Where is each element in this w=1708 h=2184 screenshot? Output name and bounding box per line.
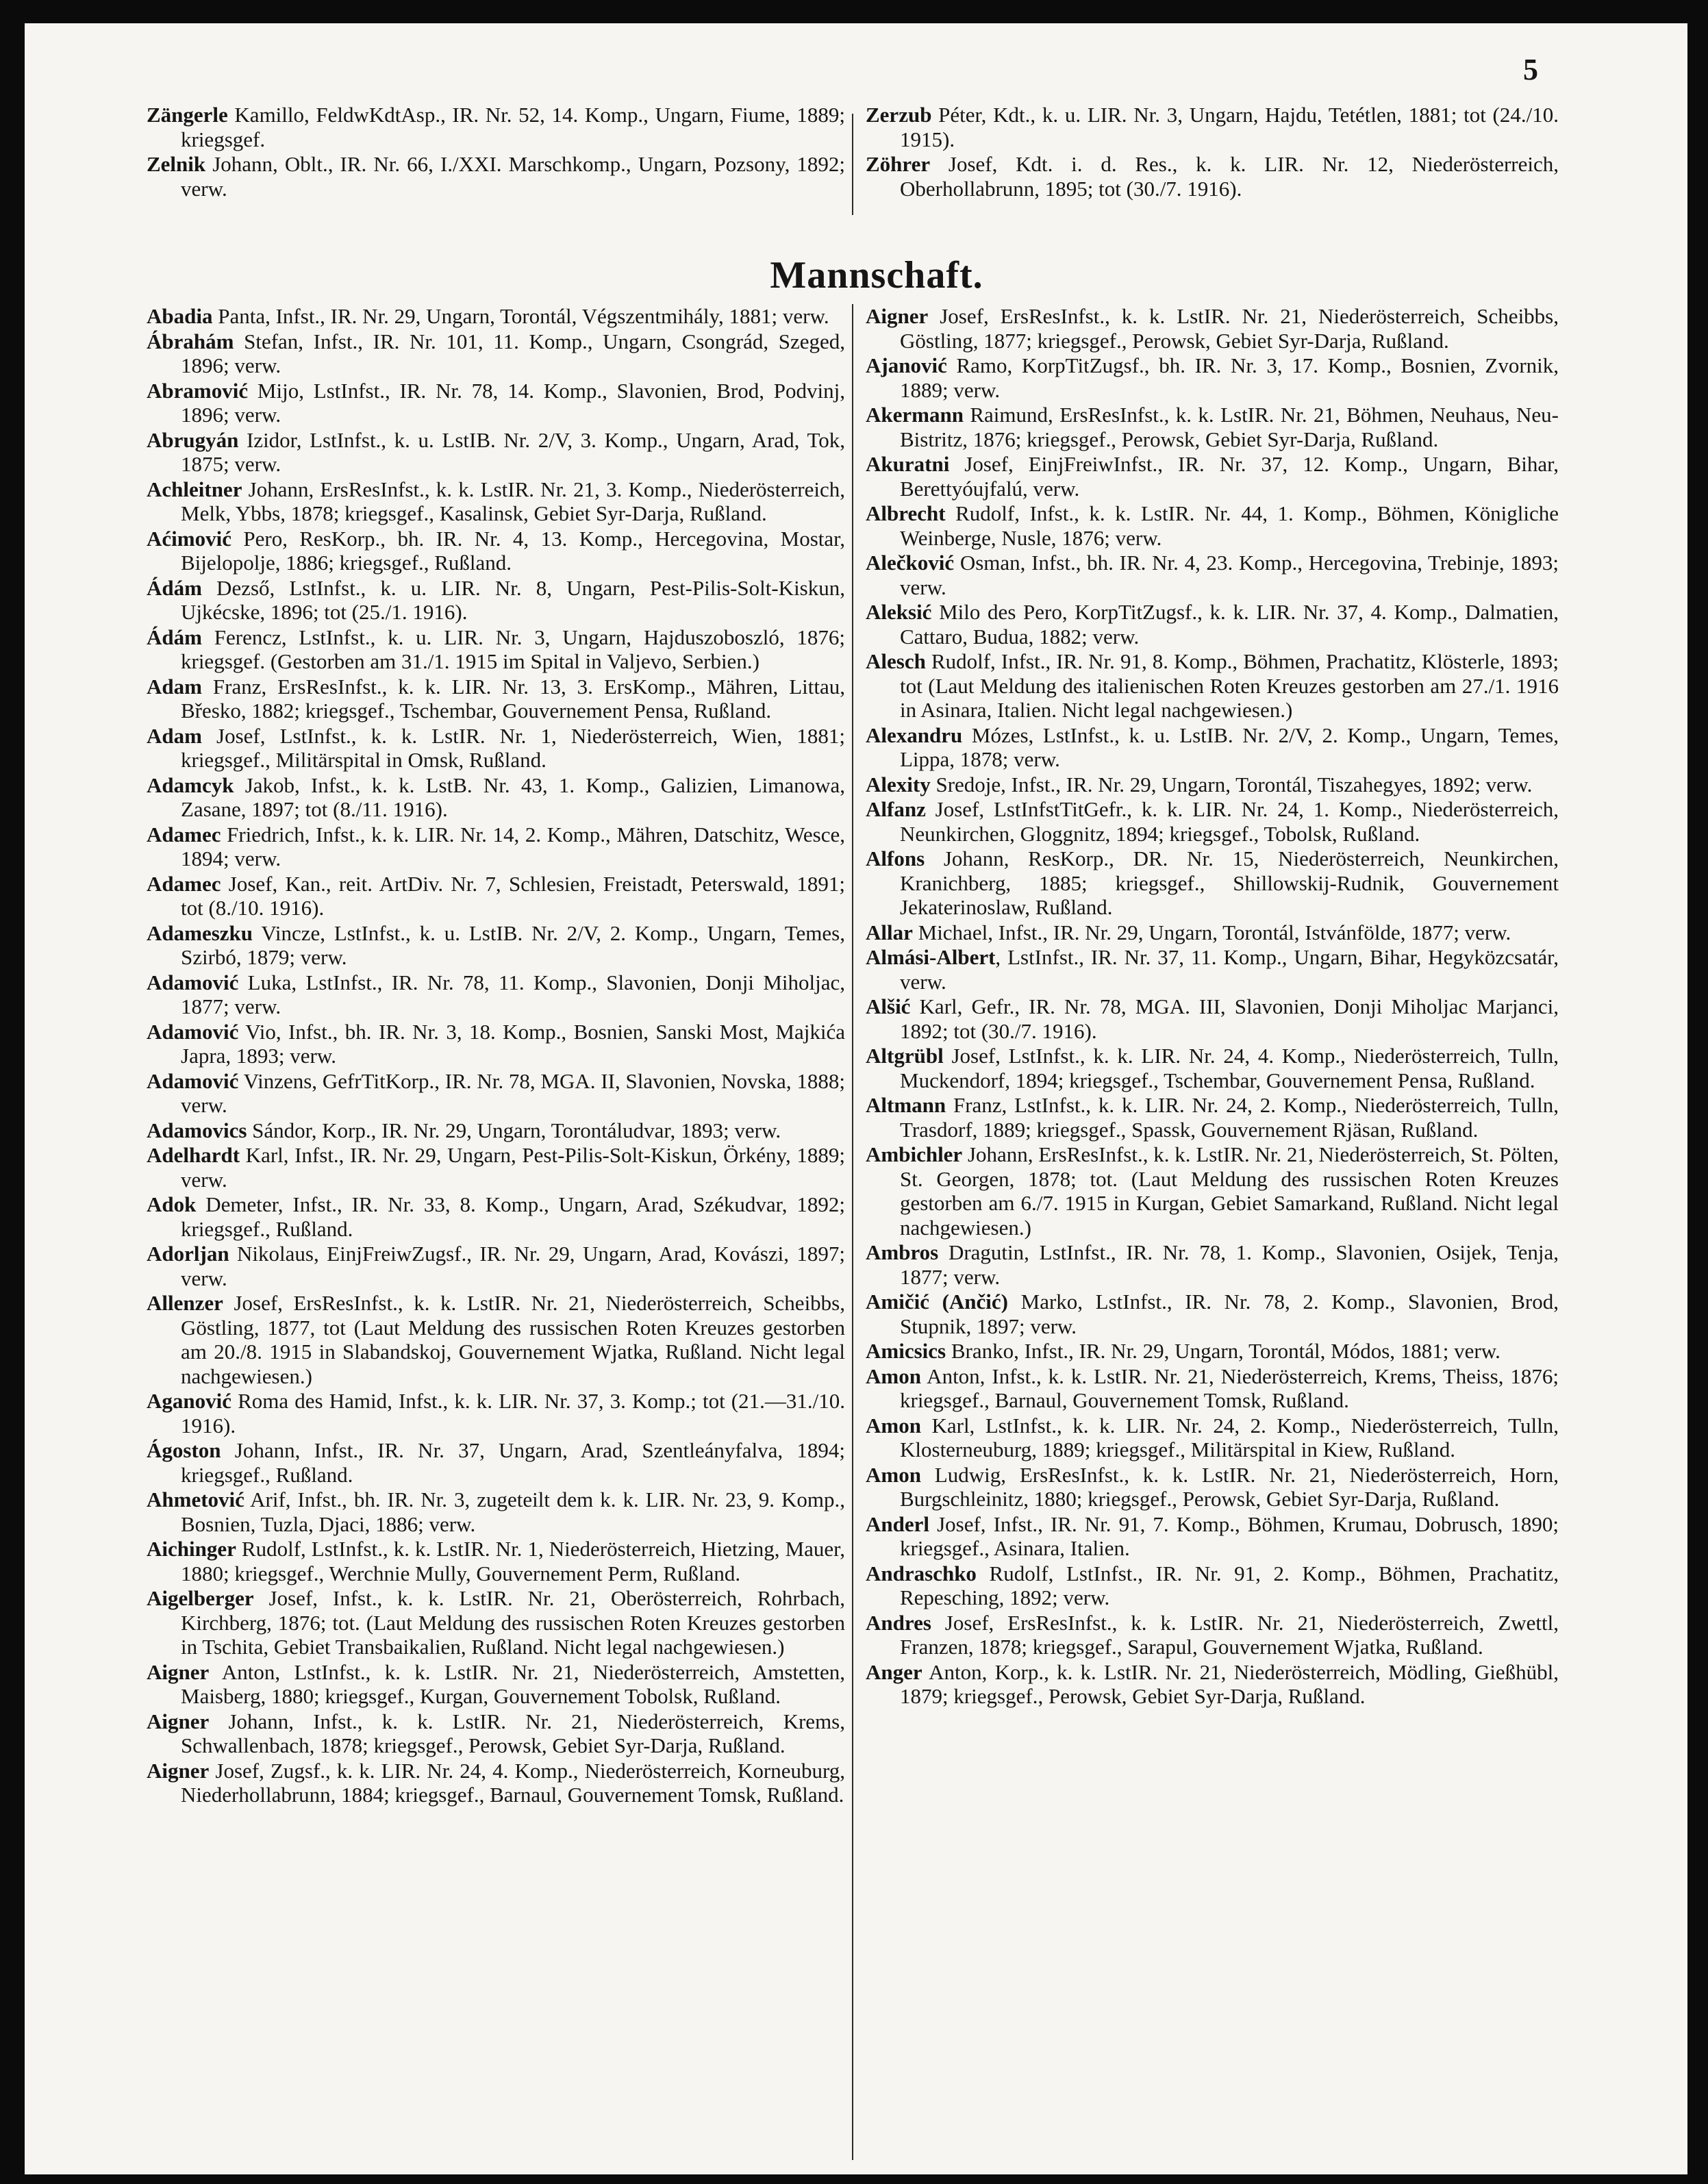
entry-details: Mijo, LstInfst., IR. Nr. 78, 14. Komp., Slavonien, Brod, Podvinj, 1896; verw. [181, 378, 845, 427]
entry-details: Rudolf, Infst., k. k. LstIR. Nr. 44, 1. Komp., Böhmen, Königliche Weinberge, Nusle, 1876; verw. [900, 501, 1559, 550]
entry-surname: Alšić [866, 994, 911, 1018]
entry-details: Friedrich, Infst., k. k. LIR. Nr. 14, 2. Komp., Mähren, Datschitz, Wesce, 1894; verw. [181, 822, 845, 870]
entry-details: Josef, LstInfst., k. k. LstIR. Nr. 1, Niederösterreich, Wien, 1881; kriegsgef., Militärspital in Omsk, Rußland. [181, 723, 845, 772]
entry-details: Rudolf, LstInfst., IR. Nr. 91, 2. Komp., Böhmen, Prachatitz, Repesching, 1892; verw. [900, 1561, 1559, 1609]
entry-surname: Adamcyk [147, 773, 234, 797]
roster-entry [866, 1512, 1559, 1561]
top-left-column [147, 103, 845, 201]
roster-entry [866, 1093, 1559, 1142]
entry-details: Ludwig, ErsResInfst., k. k. LstIR. Nr. 21, Niederösterreich, Horn, Burgschleinitz, 1880; kriegsgef., Perowsk, Gebiet Syr-Darja, Rußland. [900, 1462, 1559, 1511]
entry-surname: Amičić (Ančić) [866, 1290, 1008, 1314]
roster-entry [147, 576, 845, 625]
entry-details: Vio, Infst., bh. IR. Nr. 3, 18. Komp., Bosnien, Sanski Most, Majkića Japra, 1893; verw. [181, 1019, 845, 1068]
roster-entry [866, 452, 1559, 501]
roster-entry [866, 1561, 1559, 1610]
roster-entry [866, 1339, 1559, 1364]
entry-details: Josef, ErsResInfst., k. k. LstIR. Nr. 21, Niederösterreich, Scheibbs, Göstling, 1877; kriegsgef., Perowsk, Gebiet Syr-Darja, Rußland. [900, 304, 1559, 353]
entry-details: Johann, ErsResInfst., k. k. LstIR. Nr. 21, 3. Komp., Niederösterreich, Melk, Ybbs, 1878; kriegsgef., Kasalinsk, Gebiet Syr-Darja, Rußland. [181, 477, 845, 525]
entry-surname: Adamović [147, 1068, 239, 1093]
entry-details: Karl, Gefr., IR. Nr. 78, MGA. III, Slavonien, Donji Miholjac Marjanci, 1892; tot (30./7. 1916). [900, 994, 1559, 1043]
entry-surname: Allenzer [147, 1291, 223, 1315]
entry-surname: Adameszku [147, 920, 253, 945]
roster-entry [866, 773, 1559, 797]
entry-details: Dragutin, LstInfst., IR. Nr. 78, 1. Komp., Slavonien, Osijek, Tenja, 1877; verw. [900, 1240, 1559, 1289]
entry-surname: Aigner [147, 1659, 210, 1684]
entry-details: Rudolf, Infst., IR. Nr. 91, 8. Komp., Böhmen, Prachatitz, Klösterle, 1893; tot (Laut Meldung des italienischen Roten Kreuzes gestorben am 27./1. 1916 in Asinara, Italien. Nicht legal nachgewiesen.) [900, 649, 1559, 722]
entry-details: Josef, Zugsf., k. k. LIR. Nr. 24, 4. Komp., Niederösterreich, Korneuburg, Niederhollabrunn, 1884; kriegsgef., Barnaul, Gouvernement Tomsk, Rußland. [181, 1758, 845, 1807]
entry-surname: Abadia [147, 304, 213, 328]
entry-surname: Albrecht [866, 501, 946, 525]
entry-surname: Abramović [147, 378, 249, 403]
entry-surname: Aleksić [866, 600, 932, 624]
entry-surname: Almási-Albert [866, 945, 996, 969]
roster-entry [147, 1586, 845, 1659]
entry-surname: Ahmetović [147, 1488, 244, 1511]
roster-entry [147, 1192, 845, 1241]
roster-entry [147, 1143, 845, 1192]
roster-entry [866, 1414, 1559, 1462]
roster-entry [866, 551, 1559, 599]
roster-entry [147, 773, 845, 822]
entry-surname: Anger [866, 1659, 922, 1684]
roster-entry [147, 152, 845, 201]
entry-surname: Allar [866, 920, 913, 944]
entry-surname: Adok [147, 1192, 197, 1216]
roster-entry [866, 103, 1559, 151]
entry-details: Nikolaus, EinjFreiwZugsf., IR. Nr. 29, Ungarn, Arad, Kovászi, 1897; verw. [181, 1242, 845, 1290]
entry-surname: Adam [147, 723, 202, 748]
entry-surname: Ágoston [147, 1438, 221, 1462]
roster-entry [866, 1660, 1559, 1709]
entry-surname: Andraschko [866, 1561, 977, 1585]
entry-surname: Adamović [147, 1019, 239, 1044]
roster-entry [147, 970, 845, 1019]
entry-details: , LstInfst., IR. Nr. 37, 11. Komp., Ungarn, Bihar, Hegyközcsatár, verw. [900, 945, 1559, 994]
entry-surname: Amon [866, 1413, 921, 1438]
roster-entry [147, 872, 845, 920]
entry-surname: Alesch [866, 649, 926, 673]
entry-details: Panta, Infst., IR. Nr. 29, Ungarn, Torontál, Végszentmihály, 1881; verw. [212, 304, 829, 328]
roster-entry [147, 1069, 845, 1118]
entry-surname: Adorljan [147, 1242, 229, 1266]
entry-surname: Aichinger [147, 1537, 236, 1561]
entry-details: Josef, ErsResInfst., k. k. LstIR. Nr. 21, Niederösterreich, Scheibbs, Göstling, 1877, tot (Laut Meldung des russischen Roten Kreuzes gestorben am 20./8. 1915 in Slabandskoj, Gouvernement Wjatka, Rußland. Nicht legal nachgewiesen.) [181, 1291, 845, 1388]
entry-surname: Ádám [147, 575, 202, 600]
roster-entry [147, 527, 845, 575]
entry-surname: Anderl [866, 1511, 929, 1536]
scan-border-top [0, 0, 1708, 23]
entry-details: Stefan, Infst., IR. Nr. 101, 11. Komp., Ungarn, Csongrád, Szeged, 1896; verw. [181, 329, 845, 377]
entry-details: Dezső, LstInfst., k. u. LIR. Nr. 8, Ungarn, Pest-Pilis-Solt-Kiskun, Ujkécske, 1896; tot (25./1. 1916). [181, 575, 845, 624]
entry-surname: Aćimović [147, 526, 231, 551]
roster-entry [866, 152, 1559, 201]
roster-entry [866, 649, 1559, 723]
entry-surname: Zelnik [147, 152, 206, 176]
scan-border-bottom [0, 2174, 1708, 2184]
roster-entry [866, 1611, 1559, 1659]
entry-details: Karl, Infst., IR. Nr. 29, Ungarn, Pest-Pilis-Solt-Kiskun, Örkény, 1889; verw. [181, 1143, 845, 1192]
entry-details: Osman, Infst., bh. IR. Nr. 4, 23. Komp., Hercegovina, Trebinje, 1893; verw. [900, 551, 1559, 599]
roster-entry [866, 846, 1559, 920]
entry-details: Josef, ErsResInfst., k. k. LstIR. Nr. 21, Niederösterreich, Zwettl, Franzen, 1878; kriegsgef., Sarapul, Gouvernement Wjatka, Rußland. [900, 1610, 1559, 1659]
roster-entry [147, 1242, 845, 1290]
entry-surname: Ajanović [866, 353, 947, 377]
roster-entry [147, 675, 845, 723]
entry-surname: Aigner [866, 304, 929, 328]
entry-details: Josef, Infst., IR. Nr. 91, 7. Komp., Böhmen, Krumau, Dobrusch, 1890; kriegsgef., Asinara, Italien. [900, 1511, 1559, 1560]
roster-entry [866, 920, 1559, 945]
entry-surname: Amon [866, 1364, 921, 1388]
entry-surname: Akuratni [866, 452, 950, 476]
entry-details: Josef, Kan., reit. ArtDiv. Nr. 7, Schlesien, Freistadt, Peterswald, 1891; tot (8./10. 1916). [181, 871, 845, 920]
main-right-column [866, 304, 1559, 1709]
entry-details: Michael, Infst., IR. Nr. 29, Ungarn, Torontál, Istvánfölde, 1877; verw. [912, 920, 1511, 944]
entry-details: Johann, Oblt., IR. Nr. 66, I./XXI. Marschkomp., Ungarn, Pozsony, 1892; verw. [181, 152, 845, 201]
entry-details: Josef, Kdt. i. d. Res., k. k. LIR. Nr. 12, Niederösterreich, Oberhollabrunn, 1895; tot (30./7. 1916). [900, 152, 1559, 201]
roster-entry [147, 724, 845, 773]
roster-entry [147, 428, 845, 477]
entry-surname: Altmann [866, 1093, 946, 1117]
entry-surname: Zängerle [147, 103, 228, 127]
section-heading: Mannschaft. [770, 254, 983, 297]
entry-surname: Zöhrer [866, 152, 931, 176]
entry-surname: Ábrahám [147, 329, 234, 353]
roster-entry [147, 1660, 845, 1709]
entry-surname: Zerzub [866, 103, 932, 127]
entry-details: Ramo, KorpTitZugsf., bh. IR. Nr. 3, 17. Komp., Bosnien, Zvornik, 1889; verw. [900, 353, 1559, 402]
entry-details: Luka, LstInfst., IR. Nr. 78, 11. Komp., Slavonien, Donji Miholjac, 1877; verw. [181, 970, 845, 1018]
roster-entry [147, 921, 845, 970]
entry-details: Raimund, ErsResInfst., k. k. LstIR. Nr. 21, Böhmen, Neuhaus, Neu-Bistritz, 1876; kriegsgef., Perowsk, Gebiet Syr-Darja, Rußland. [900, 403, 1559, 451]
entry-surname: Aigner [147, 1758, 210, 1783]
scan-border-right [1687, 0, 1708, 2184]
entry-details: Anton, LstInfst., k. k. LstIR. Nr. 21, Niederösterreich, Amstetten, Maisberg, 1880; kriegsgef., Kurgan, Gouvernement Tobolsk, Rußland. [181, 1659, 845, 1708]
entry-details: Demeter, Infst., IR. Nr. 33, 8. Komp., Ungarn, Arad, Székudvar, 1892; kriegsgef., Rußland. [181, 1192, 845, 1241]
roster-entry [147, 379, 845, 427]
roster-entry [147, 823, 845, 871]
entry-surname: Achleitner [147, 477, 242, 501]
column-divider-top [852, 114, 853, 215]
roster-entry [147, 329, 845, 378]
top-right-column [866, 103, 1559, 201]
entry-details: Karl, LstInfst., k. k. LIR. Nr. 24, 2. Komp., Niederösterreich, Tulln, Klosterneuburg, 1889; kriegsgef., Militärspital in Kiew, Rußland. [900, 1413, 1559, 1461]
entry-details: Jakob, Infst., k. k. LstB. Nr. 43, 1. Komp., Galizien, Limanowa, Zasane, 1897; tot (8./11. 1916). [181, 773, 845, 821]
entry-details: Mózes, LstInfst., k. u. LstIB. Nr. 2/V, 2. Komp., Ungarn, Temes, Lippa, 1878; verw. [900, 723, 1559, 771]
roster-entry [866, 501, 1559, 550]
entry-surname: Alfons [866, 846, 925, 870]
entry-details: Ferencz, LstInfst., k. u. LIR. Nr. 3, Ungarn, Hajduszoboszló, 1876; kriegsgef. (Gestorben am 31./1. 1915 im Spital in Valjevo, Serbien.) [181, 625, 845, 673]
entry-details: Sándor, Korp., IR. Nr. 29, Ungarn, Torontáludvar, 1893; verw. [247, 1118, 781, 1142]
roster-entry [866, 945, 1559, 994]
entry-details: Anton, Korp., k. k. LstIR. Nr. 21, Niederösterreich, Mödling, Gießhübl, 1879; kriegsgef., Perowsk, Gebiet Syr-Darja, Rußland. [900, 1659, 1559, 1708]
roster-entry [147, 1020, 845, 1068]
roster-entry [147, 103, 845, 151]
entry-details: Arif, Infst., bh. IR. Nr. 3, zugeteilt dem k. k. LIR. Nr. 23, 9. Komp., Bosnien, Tuzla, Djaci, 1886; verw. [181, 1488, 845, 1536]
scan-border-left [0, 0, 25, 2184]
entry-details: Vinzens, GefrTitKorp., IR. Nr. 78, MGA. II, Slavonien, Novska, 1888; verw. [181, 1068, 845, 1117]
roster-entry [866, 1142, 1559, 1240]
entry-details: Anton, Infst., k. k. LstIR. Nr. 21, Niederösterreich, Krems, Theiss, 1876; kriegsgef., Barnaul, Gouvernement Tomsk, Rußland. [900, 1364, 1559, 1412]
column-divider-main [852, 304, 853, 2160]
entry-surname: Alfanz [866, 797, 926, 821]
entry-surname: Aigelberger [147, 1586, 254, 1610]
roster-entry [866, 797, 1559, 846]
roster-entry [147, 1291, 845, 1388]
entry-surname: Alexandru [866, 723, 963, 747]
entry-details: Kamillo, FeldwKdtAsp., IR. Nr. 52, 14. Komp., Ungarn, Fiume, 1889; kriegsgef. [181, 103, 845, 151]
entry-surname: Ambichler [866, 1142, 963, 1166]
roster-entry [147, 1488, 845, 1536]
entry-details: Rudolf, LstInfst., k. k. LstIR. Nr. 1, Niederösterreich, Hietzing, Mauer, 1880; kriegsgef., Werchnie Mully, Gouvernement Perm, Rußland. [181, 1537, 845, 1585]
entry-details: Milo des Pero, KorpTitZugsf., k. k. LIR. Nr. 37, 4. Komp., Dalmatien, Cattaro, Budua, 1882; verw. [900, 600, 1559, 649]
entry-details: Johann, ErsResInfst., k. k. LstIR. Nr. 21, Niederösterreich, St. Pölten, St. Georgen, 1878; tot. (Laut Meldung des russischen Roten Kreuzes gestorben am 6./7. 1915 in Kurgan, Gebiet Samarkand, Rußland. Nicht legal nachgewiesen.) [900, 1142, 1559, 1240]
roster-entry [147, 477, 845, 526]
entry-surname: Aigner [147, 1709, 210, 1733]
roster-entry [147, 1537, 845, 1585]
roster-entry [147, 1389, 845, 1438]
roster-entry [147, 1709, 845, 1758]
roster-entry [866, 304, 1559, 353]
entry-details: Branko, Infst., IR. Nr. 29, Ungarn, Torontál, Módos, 1881; verw. [946, 1339, 1500, 1363]
entry-details: Josef, EinjFreiwInfst., IR. Nr. 37, 12. Komp., Ungarn, Bihar, Berettyóujfalú, verw. [900, 452, 1559, 501]
entry-details: Pero, ResKorp., bh. IR. Nr. 4, 13. Komp., Hercegovina, Mostar, Bijelopolje, 1886; kriegsgef., Rußland. [181, 526, 845, 575]
entry-details: Franz, LstInfst., k. k. LIR. Nr. 24, 2. Komp., Niederösterreich, Tulln, Trasdorf, 1889; kriegsgef., Spassk, Gouvernement Rjäsan, Rußland. [900, 1093, 1559, 1142]
entry-surname: Alexity [866, 772, 931, 796]
roster-entry [866, 1240, 1559, 1289]
roster-entry [147, 1759, 845, 1807]
entry-surname: Adamović [147, 970, 239, 994]
roster-entry [866, 600, 1559, 649]
entry-surname: Andres [866, 1610, 931, 1635]
roster-entry [866, 1044, 1559, 1092]
entry-surname: Aganović [147, 1389, 231, 1413]
roster-entry [147, 1438, 845, 1487]
entry-details: Johann, Infst., k. k. LstIR. Nr. 21, Niederösterreich, Krems, Schwallenbach, 1878; kriegsgef., Perowsk, Gebiet Syr-Darja, Rußland. [181, 1709, 845, 1757]
roster-entry [866, 1463, 1559, 1511]
roster-entry [866, 1364, 1559, 1413]
entry-surname: Adamec [147, 871, 221, 896]
roster-entry [147, 625, 845, 674]
entry-details: Sredoje, Infst., IR. Nr. 29, Ungarn, Torontál, Tiszahegyes, 1892; verw. [930, 772, 1533, 796]
entry-details: Péter, Kdt., k. u. LIR. Nr. 3, Ungarn, Hajdu, Tetétlen, 1881; tot (24./10. 1915). [900, 103, 1559, 151]
entry-details: Izidor, LstInfst., k. u. LstIB. Nr. 2/V, 3. Komp., Ungarn, Arad, Tok, 1875; verw. [181, 427, 845, 476]
entry-details: Franz, ErsResInfst., k. k. LIR. Nr. 13, 3. ErsKomp., Mähren, Littau, Břesko, 1882; kriegsgef., Tschembar, Gouvernement Pensa, Rußland. [181, 674, 845, 723]
entry-details: Johann, ResKorp., DR. Nr. 15, Niederösterreich, Neunkirchen, Kranichberg, 1885; kriegsgef., Shillowskij-Rudnik, Gouvernement Jekaterinoslaw, Rußland. [900, 846, 1559, 919]
entry-surname: Ádám [147, 625, 202, 649]
entry-surname: Adam [147, 674, 202, 699]
entry-surname: Ambros [866, 1240, 939, 1264]
entry-details: Josef, LstInfstTitGefr., k. k. LIR. Nr. 24, 1. Komp., Niederösterreich, Neunkirchen, Gloggnitz, 1894; kriegsgef., Tobolsk, Rußland. [900, 797, 1559, 846]
entry-details: Vincze, LstInfst., k. u. LstIB. Nr. 2/V, 2. Komp., Ungarn, Temes, Szirbó, 1879; verw. [181, 920, 845, 969]
entry-surname: Akermann [866, 403, 964, 427]
entry-surname: Altgrübl [866, 1044, 944, 1068]
entry-surname: Amicsics [866, 1339, 946, 1363]
entry-surname: Adamovics [147, 1118, 247, 1142]
page-number: 5 [1523, 53, 1538, 86]
roster-entry [866, 994, 1559, 1043]
entry-details: Marko, LstInfst., IR. Nr. 78, 2. Komp., Slavonien, Brod, Stupnik, 1897; verw. [900, 1290, 1559, 1338]
roster-entry [866, 403, 1559, 451]
entry-details: Josef, Infst., k. k. LstIR. Nr. 21, Oberösterreich, Rohrbach, Kirchberg, 1876; tot. (Laut Meldung des russischen Roten Kreuzes gestorben in Tschita, Gebiet Transbaikalien, Rußland. Nicht legal nachgewiesen.) [181, 1586, 845, 1659]
roster-entry [866, 1290, 1559, 1338]
roster-entry [147, 304, 845, 329]
roster-entry [866, 723, 1559, 772]
roster-entry [866, 353, 1559, 402]
main-left-column [147, 304, 845, 1808]
entry-surname: Adelhardt [147, 1143, 240, 1167]
entry-surname: Amon [866, 1462, 921, 1487]
entry-details: Johann, Infst., IR. Nr. 37, Ungarn, Arad, Szentleányfalva, 1894; kriegsgef., Rußland. [181, 1438, 845, 1487]
entry-details: Josef, LstInfst., k. k. LIR. Nr. 24, 4. Komp., Niederösterreich, Tulln, Muckendorf, 1894; kriegsgef., Tschembar, Gouvernement Pensa, Rußland. [900, 1044, 1559, 1092]
entry-surname: Abrugyán [147, 427, 239, 452]
entry-surname: Alečković [866, 551, 955, 575]
entry-surname: Adamec [147, 822, 221, 846]
roster-entry [147, 1118, 845, 1143]
entry-details: Roma des Hamid, Infst., k. k. LIR. Nr. 37, 3. Komp.; tot (21.—31./10. 1916). [181, 1389, 845, 1438]
